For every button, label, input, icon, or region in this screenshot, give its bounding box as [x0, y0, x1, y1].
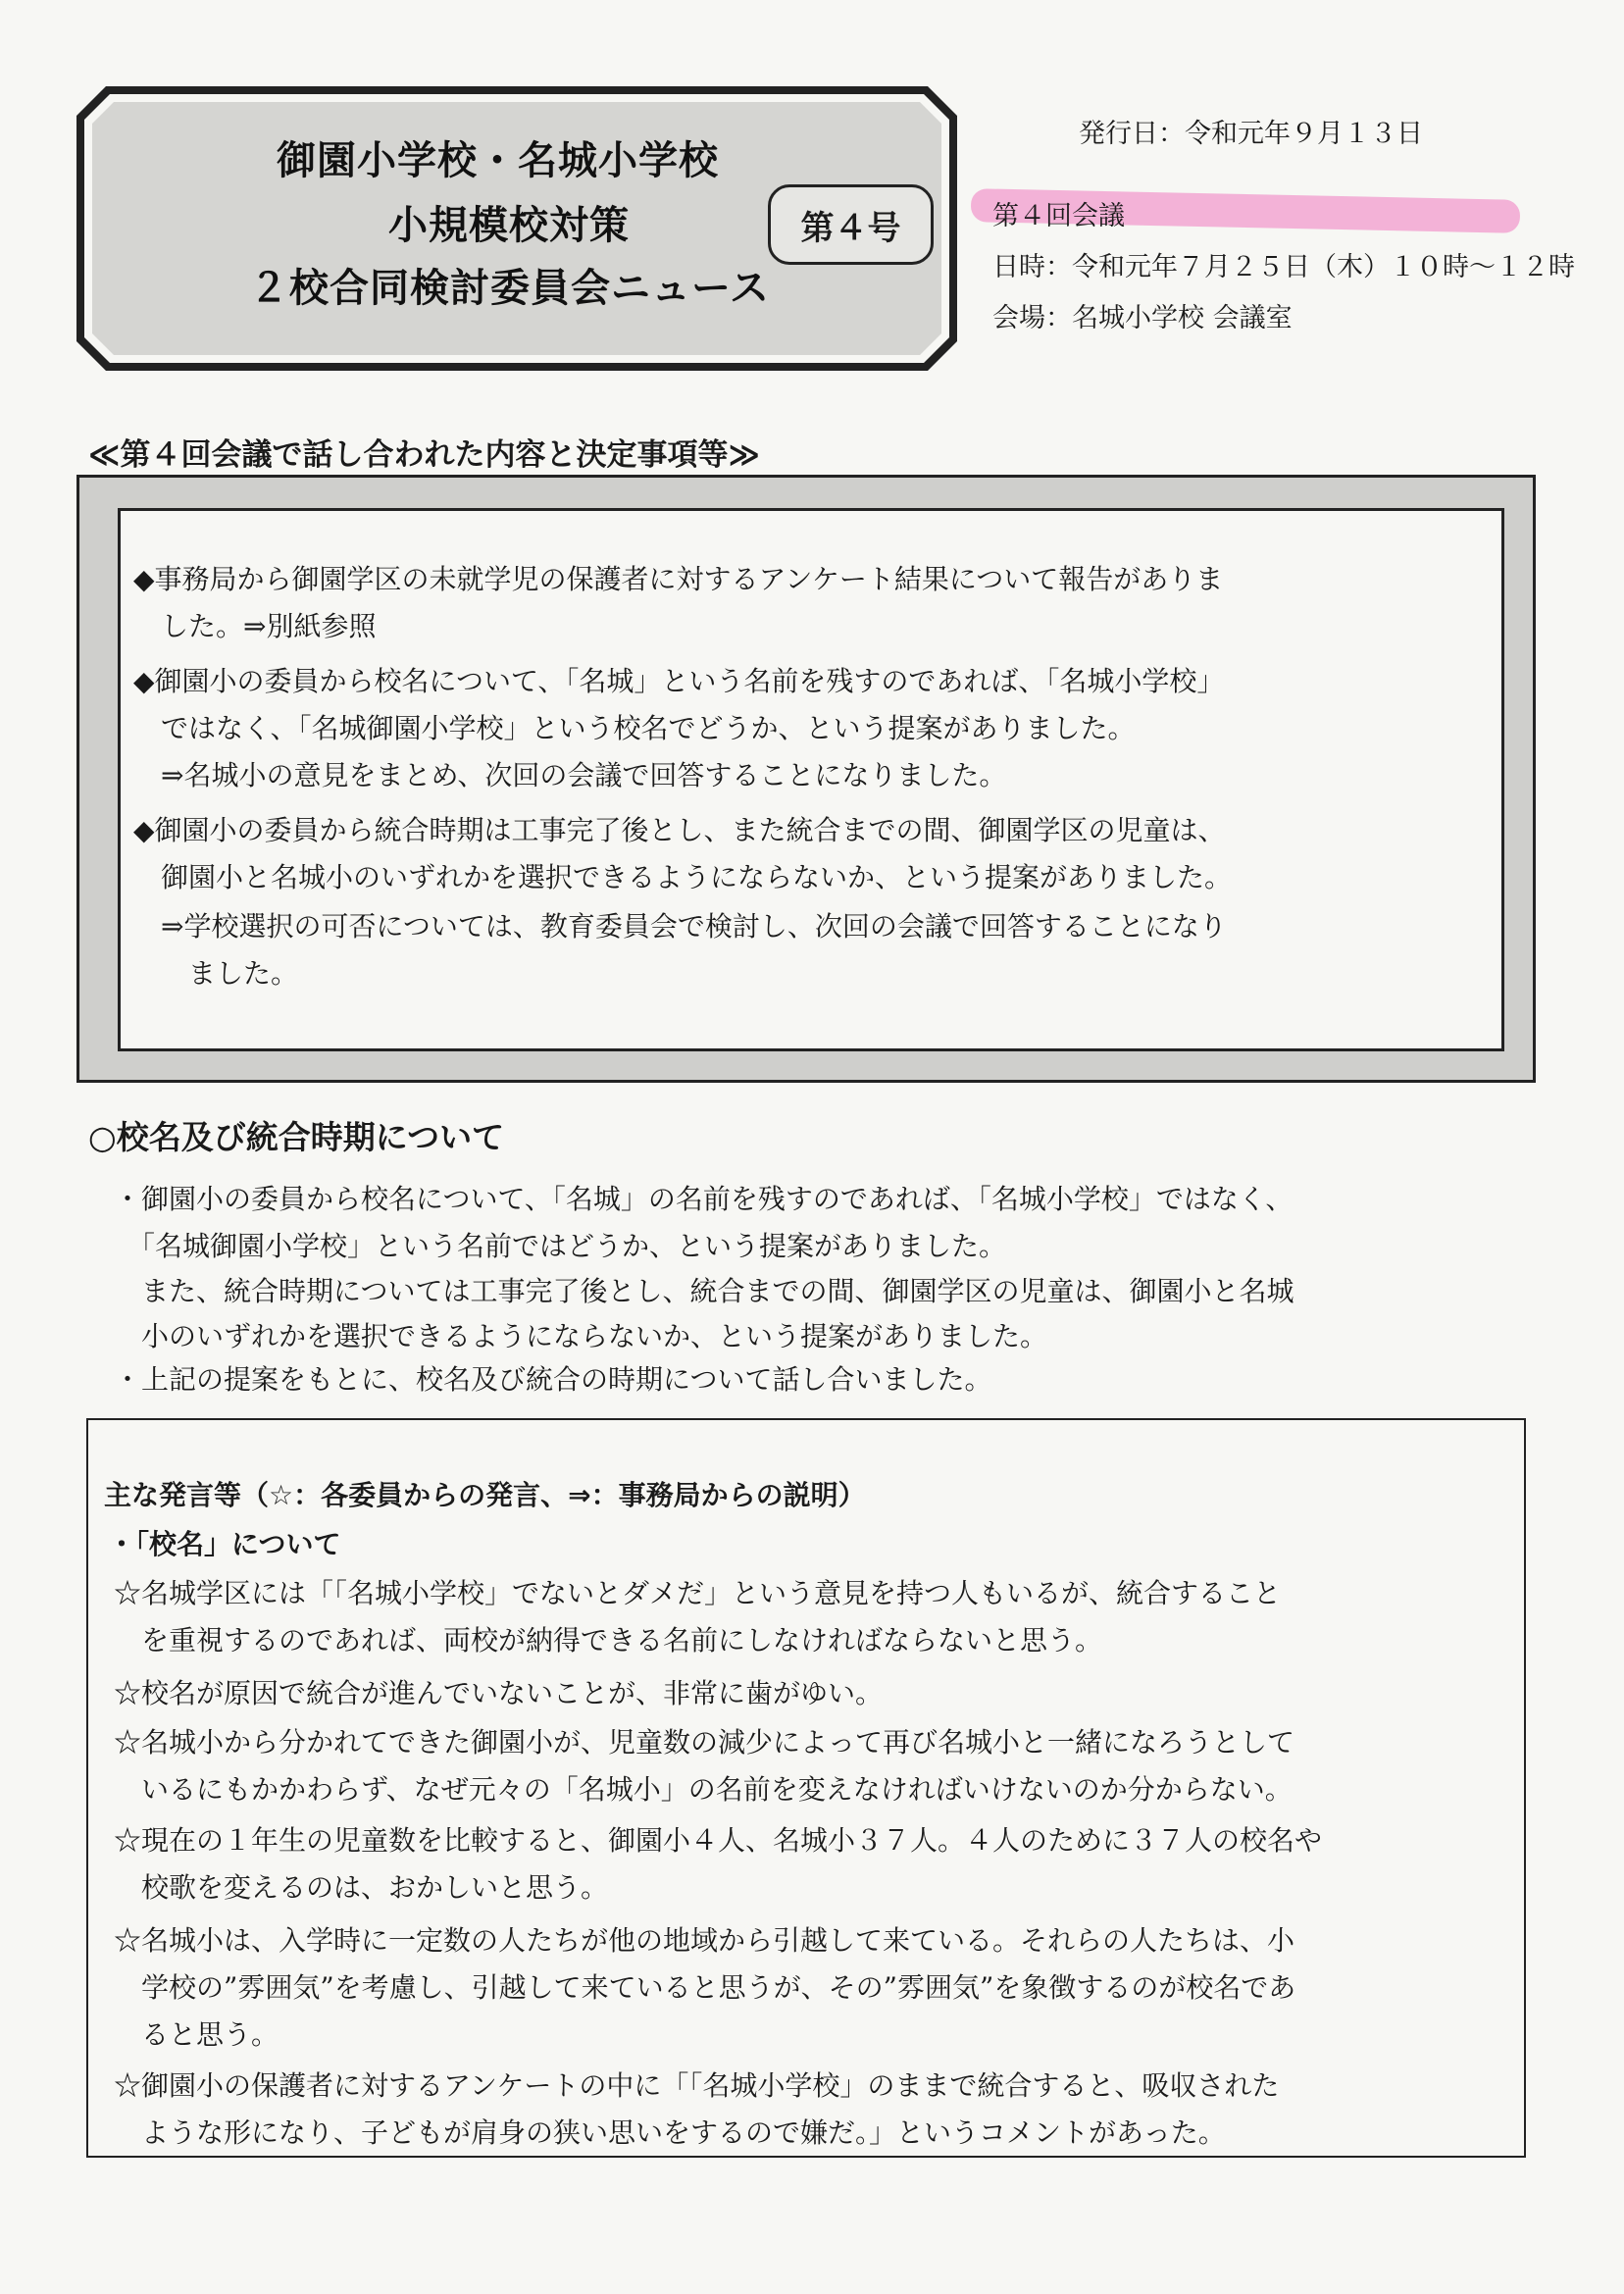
summary-line: ではなく、「名城御園小学校」という校名でどうか、という提案がありました。 [133, 712, 1136, 744]
section-line: 「名城御園小学校」という名前ではどうか、という提案がありました。 [114, 1230, 1007, 1262]
section-line: ・上記の提案をもとに、校名及び統合の時期について話し合いました。 [114, 1363, 992, 1396]
summary-line: ◆事務局から御園学区の未就学児の保護者に対するアンケート結果について報告がありま [133, 563, 1224, 595]
section-line: ・御園小の委員から校名について、「名城」の名前を残すのであれば、「名城小学校」ではなく、 [114, 1183, 1294, 1215]
summary-line: ◆御園小の委員から統合時期は工事完了後とし、また統合までの間、御園学区の児童は、 [133, 814, 1226, 846]
remarks-subheading: ・「校名」について [108, 1528, 341, 1560]
summary-line: 御園小と名城小のいずれかを選択できるようにならないか、という提案がありました。 [133, 861, 1233, 893]
summary-line: した。⇒別紙参照 [133, 610, 377, 642]
summary-line: ⇒学校選択の可否については、教育委員会で検討し、次回の会議で回答することになり [133, 910, 1227, 943]
remark-line: ☆現在の１年生の児童数を比較すると、御園小４人、名城小３７人。４人のために３７人の校名や [114, 1824, 1323, 1857]
remark-line: いるにもかかわらず、なぜ元々の「名城小」の名前を変えなければいけないのか分からない。 [114, 1773, 1293, 1806]
title-line-2: 小規模校対策 [388, 203, 630, 248]
remark-line: ☆御園小の保護者に対するアンケートの中に「「名城小学校」のままで統合すると、吸収された [114, 2069, 1280, 2102]
remark-line: ☆名城学区には「「名城小学校」でないとダメだ」という意見を持つ人もいるが、統合すること [114, 1577, 1282, 1609]
summary-line: ◆御園小の委員から校名について、「名城」という名前を残すのであれば、「名城小学校」 [133, 665, 1225, 697]
meeting-name: 第４回会議 [992, 201, 1125, 231]
remark-line: ☆名城小から分かれてできた御園小が、児童数の減少によって再び名城小と一緒になろうとして [114, 1726, 1295, 1759]
section-line: また、統合時期については工事完了後とし、統合までの間、御園学区の児童は、御園小と名城 [114, 1275, 1294, 1307]
title-line-1: 御園小学校・名城小学校 [277, 138, 719, 183]
issue-date: 発行日：令和元年９月１３日 [1079, 119, 1423, 149]
meeting-datetime: 日時：令和元年７月２５日（木）１０時～１２時 [992, 252, 1575, 282]
remark-line: 学校の”雰囲気”を考慮し、引越して来ていると思うが、その”雰囲気”を象徴するのが校名であ [114, 1971, 1296, 2004]
section-heading: ○校名及び統合時期について [88, 1118, 505, 1156]
remark-line: ると思う。 [114, 2018, 279, 2051]
summary-heading: ≪第４回会議で話し合われた内容と決定事項等≫ [88, 437, 760, 473]
meeting-venue: 会場：名城小学校 会議室 [992, 303, 1293, 333]
remark-line: ☆校名が原因で統合が進んでいないことが、非常に歯がゆい。 [114, 1677, 884, 1709]
remark-line: 校歌を変えるのは、おかしいと思う。 [114, 1871, 609, 1904]
section-line: 小のいずれかを選択できるようにならないか、という提案がありました。 [114, 1320, 1048, 1352]
summary-line: ⇒名城小の意見をまとめ、次回の会議で回答することになりました。 [133, 759, 1007, 791]
title-line-3: ２校合同検討委員会ニュース [249, 266, 770, 311]
remarks-heading: 主な発言等（☆：各委員からの発言、⇒：事務局からの説明） [104, 1479, 866, 1511]
issue-badge: 第４号 [768, 184, 934, 265]
remark-line: ☆名城小は、入学時に一定数の人たちが他の地域から引越して来ている。それらの人たちは、小 [114, 1924, 1295, 1957]
remark-line: ような形になり、子どもが肩身の狭い思いをするので嫌だ。」というコメントがあった。 [114, 2116, 1226, 2149]
summary-line: ました。 [133, 957, 299, 990]
remark-line: を重視するのであれば、両校が納得できる名前にしなければならないと思う。 [114, 1624, 1103, 1657]
